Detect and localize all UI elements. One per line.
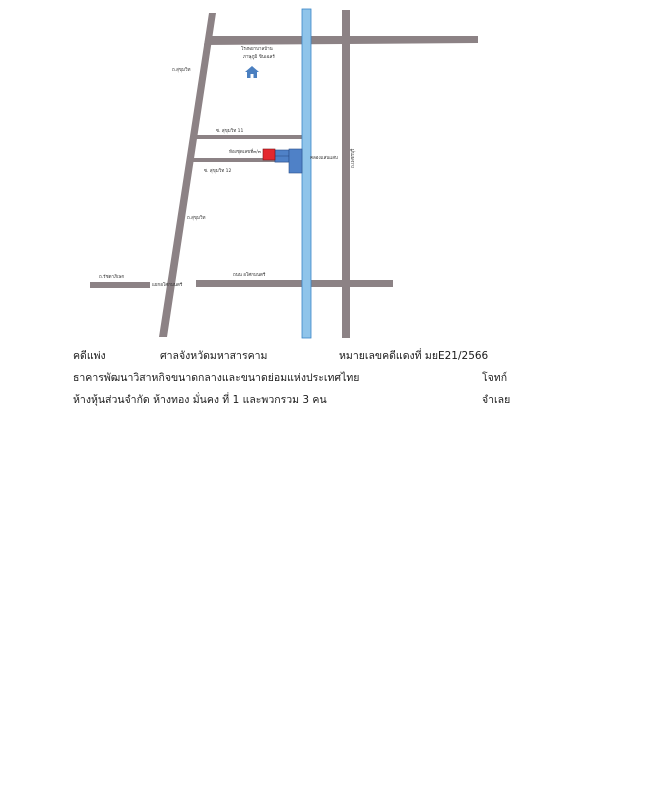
bottom-left-road — [90, 282, 150, 288]
hospital-icon — [245, 66, 259, 78]
defendant-role: จำเลย — [482, 394, 511, 406]
bottom-road — [196, 280, 393, 287]
soi-11-road — [196, 135, 303, 139]
main-road-mid-label: ถ.สุขุมวิท — [187, 216, 206, 221]
case-number: หมายเลขคดีแดงที่ มยE21/2566 — [339, 350, 489, 362]
plaintiff-name: ธาคารพัฒนาวิสาหกิจขนาดกลางและขนาดย่อมแห่งประเทศไทย — [73, 372, 360, 384]
main-road-top-label: ถ.สุขุมวิท — [172, 68, 191, 73]
property-block-large — [289, 149, 302, 173]
court-name: ศาลจังหวัดมหาสารคาม — [160, 350, 268, 362]
location-map — [0, 0, 663, 340]
main-road — [159, 13, 216, 337]
junction-label: แยกอโศกมนตรี — [152, 283, 183, 288]
soi-11-label: ซ. สุขุมวิท 11 — [216, 129, 244, 134]
defendant-name: ห้างหุ้นส่วนจำกัด ห้างทอง มั่นคง ที่ 1 และพวกรวม 3 คน — [73, 394, 327, 406]
school-label: โรงพยาบาลบ้าน — [241, 47, 273, 52]
plaintiff-role: โจทก์ — [482, 372, 508, 384]
case-type-label: คดีแพ่ง — [73, 350, 106, 362]
canal — [302, 9, 311, 338]
school-sub-label: ภาษุภูมิ ขินเฉลร์ — [243, 55, 275, 60]
target-label: ห้องชุดเลขที่๓/๓ — [229, 150, 261, 155]
right-road-label: ถ.เพชรบุรี — [351, 148, 356, 168]
soi-12-label: ซ. สุขุมวิท 12 — [204, 169, 232, 174]
canal-label: คลองแสนแสบ — [310, 156, 338, 161]
bottom-left-road-label: ถ.รัชดาภิเษก — [99, 275, 125, 280]
right-road — [342, 10, 350, 338]
target-property-marker — [263, 149, 275, 160]
top-road — [204, 36, 478, 45]
bottom-road-label: ถนน อโศกมนตรี — [233, 273, 266, 278]
property-block-small-right — [275, 156, 289, 162]
